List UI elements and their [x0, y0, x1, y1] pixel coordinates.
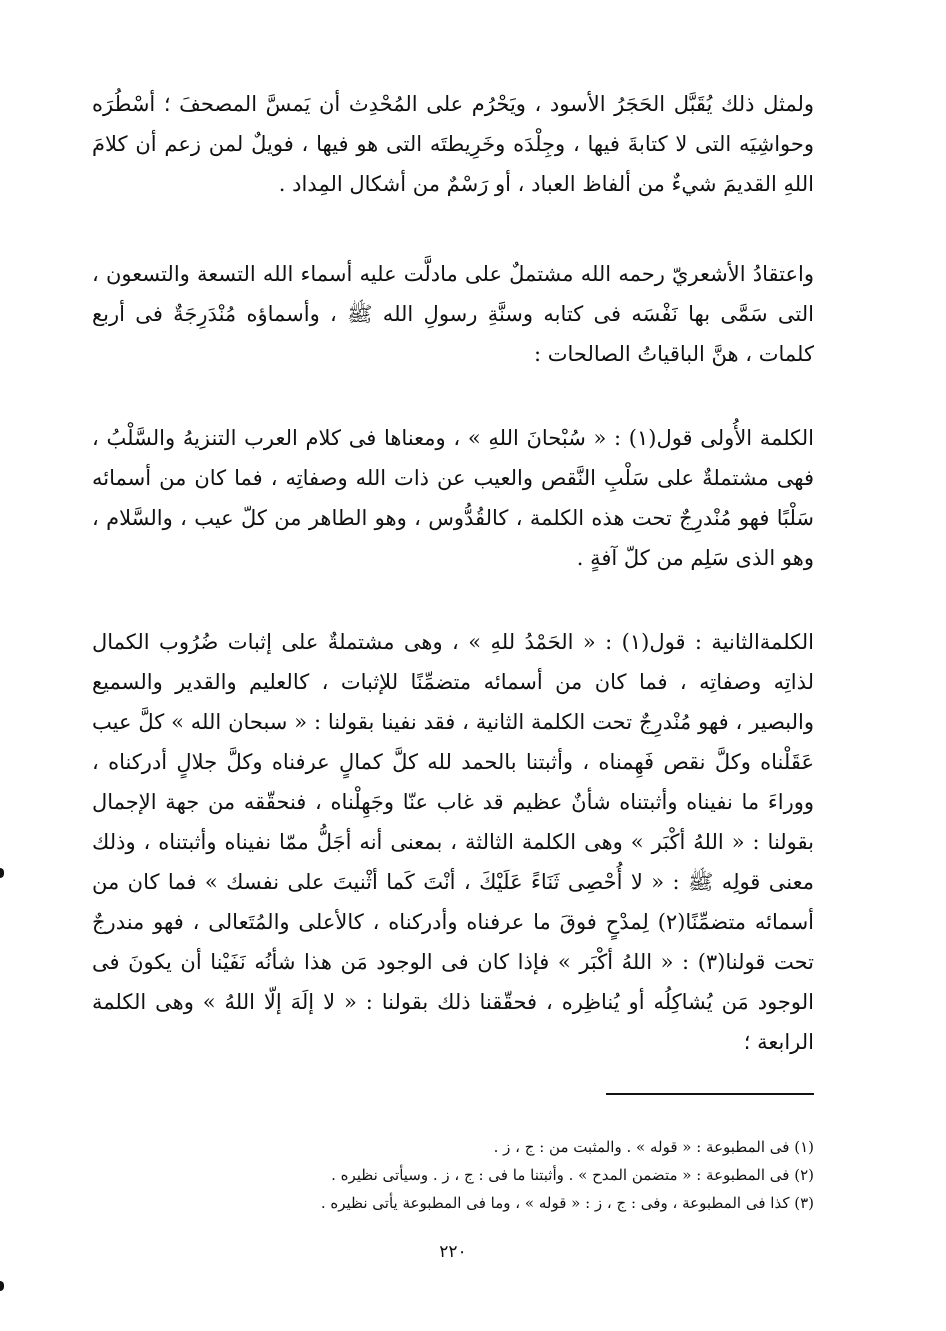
paragraph-second-word: الكلمةالثانية : قول(١) : « الحَمْدُ للهِ » ، وهى مشتملةٌ على إثبات ضُرُوب الكمال لذاتِه وصفاتِه ، فما كان من أسمائه متضمِّنًا للإثبات ، كالعليم والقدير والسميع والبصير ، فهو مُنْدرِجٌ تحت الكلمة الثانية ، فقد نفينا بقولنا : « سبحان الله » كلَّ عيب عَقَلْناه وكلَّ نقص فَهِمناه ، وأثبتنا بالحمد لله كلَّ كمالٍ عرفناه وكلَّ جلالٍ أدركناه ، ووراءَ ما نفيناه وأثبتناه شأنٌ عظيم قد غاب عنّا وجَهِلْناه ، فنحقّقه من جهة الإجمال بقولنا : « اللهُ أكْبَر » وهى الكلمة الثالثة ، بمعنى أنه أجَلُّ ممّا نفيناه وأثبتناه ، وذلك معنى قولِه ﷺ : « لا أُحْصِى ثَنَاءً عَلَيْكَ ، أنْتَ كَما أثْنيتَ على نفسك » فما كان من أسمائه متضمِّنًا(٢) لِمدْحٍ فوقَ ما عرفناه وأدركناه ، كالأعلى والمُتَعالى ، فهو مندرجٌ تحت قولنا(٣) : « اللهُ أكْبَر » فإذا كان فى الوجود مَن هذا شأنُه نَفَيْنا أن يكونَ فى الوجود مَن يُشاكِلُه أو يُناظِره ، فحقّقنا ذلك بقولنا : « لا إلَهَ إلّا اللهُ » وهى الكلمة الرابعة ؛	[92, 630, 814, 1054]
paragraph-kissing-black-stone: ولمثل ذلك يُقَبَّل الحَجَرُ الأسود ، ويَحْرُم على المُحْدِث أن يَمسَّ المصحفَ ؛ أسْطُرَه وحواشِيَه التى لا كتابةَ فيها ، وجِلْدَه وخَرِيطتَه التى هو فيها ، فويلٌ لمن زعم أن كلامَ اللهِ القديمَ شيءٌ من ألفاظ العباد ، أو رَسْمٌ من أشكال المِداد .	[92, 92, 814, 196]
scan-edge-mark	[0, 868, 4, 878]
paragraph-first-word: الكلمة الأُولى قول(١) : « سُبْحانَ اللهِ » ، ومعناها فى كلام العرب التنزيهُ والسَّلْبُ ، فهى مشتملةٌ على سَلْبِ النَّقص والعيب عن ذات الله وصفاتِه ، فما كان من أسمائه سَلْبًا فهو مُنْدرِجٌ تحت هذه الكلمة ، كالقُدُّوس ، وهو الطاهر من كلّ عيب ، والسَّلام ، وهو الذى سَلِم من كلّ آفةٍ .	[92, 426, 814, 570]
footnote-1: (١) فى المطبوعة : « قوله » . والمثبت من : ج ، ز .	[493, 1138, 814, 1156]
footnote-divider	[606, 1093, 814, 1095]
footnote-2: (٢) فى المطبوعة : « متضمن المدح » . وأثبتنا ما فى : ج ، ز . وسيأتى نظيره .	[331, 1166, 814, 1184]
footnote-3: (٣) كذا فى المطبوعة ، وفى : ج ، ز : « قوله » ، وما فى المطبوعة يأتى نظيره .	[320, 1194, 814, 1212]
paragraph-ashari-belief: واعتقادُ الأشعريّ رحمه الله مشتملٌ على مادلَّت عليه أسماء الله التسعة والتسعون ، التى سَمَّى بها نَفْسَه فى كتابه وسنَّةِ رسولِ الله ﷺ ، وأسماؤه مُنْدَرِجَةٌ فى أربع كلمات ، هنَّ الباقياتُ الصالحات :	[92, 262, 814, 366]
footnotes	[92, 1133, 814, 1217]
page-number: ٢٢٠	[439, 1242, 467, 1262]
scan-edge-mark	[0, 1281, 4, 1291]
